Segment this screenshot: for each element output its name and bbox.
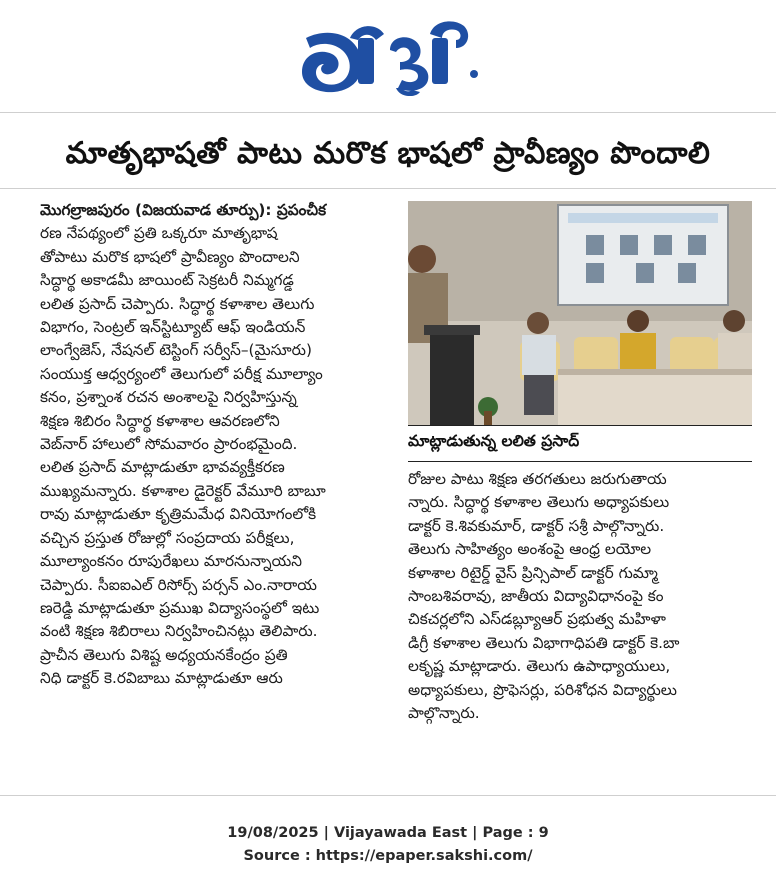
body-line: మూల్యాంకనం రూపురేఖలు మారనున్నాయని	[40, 552, 302, 571]
masthead-divider	[0, 112, 776, 113]
body-line: సాంబశివరావు, జాతీయ విద్యావిధానంపై కం	[408, 587, 664, 606]
body-line: రోజుల పాటు శిక్షణ తరగతులు జరుగుతాయ	[408, 470, 667, 488]
footer-divider	[0, 795, 776, 796]
sakshi-logo	[292, 14, 484, 96]
body-line: శిక్షణ శిబిరం సిద్ధార్థ కళాశాల ఆవరణలోని	[40, 411, 280, 430]
body-line: చెప్పారు. సీఐఐఎల్ రిసోర్స్ పర్సన్ ఎం.నారాయ	[40, 575, 317, 594]
source-link[interactable]: Source : https://epaper.sakshi.com/	[243, 848, 533, 864]
body-line: లలిత ప్రసాద్ మాట్లాడుతూ భావవ్యక్తీకరణ	[40, 458, 285, 477]
body-line: లకృష్ణ మాట్లాడారు. తెలుగు ఉపాధ్యాయులు,	[408, 657, 671, 676]
body-line: పాల్గొన్నారు.	[408, 704, 480, 723]
event-photo-illustration	[408, 201, 752, 425]
body-line: సంయుక్త ఆధ్వర్యంలో తెలుగులో పరీక్ష మూల్యాం	[40, 364, 323, 383]
event-photo	[408, 201, 752, 425]
body-line: ణరెడ్డి మాట్లాడుతూ ప్రముఖ విద్యాసంస్థలో ఇటు	[40, 598, 320, 617]
photo-caption: మాట్లాడుతున్న లలిత ప్రసాద్	[408, 432, 580, 450]
body-line: ముఖ్యమన్నారు. కళాశాల డైరెక్టర్ వేమూరి బాబూ	[40, 481, 326, 500]
body-line: కళాశాల రిటైర్డ్ వైస్ ప్రిన్సిపాల్ డాక్టర్ గుమ్మా	[408, 563, 658, 582]
body-line: ప్రాచీన తెలుగు విశిష్ట అధ్యయనకేంద్రం ప్రతి	[40, 645, 288, 664]
body-line: వంటి శిక్షణ శిబిరాలు నిర్వహించినట్లు తెలిపారు.	[40, 622, 318, 641]
article-body-right	[408, 468, 754, 725]
caption-bottom-rule	[408, 461, 752, 462]
article-headline: మాతృభాషతో పాటు మరొక భాషలో ప్రావీణ్యం పొందాలి	[65, 136, 711, 171]
body-line: సిద్ధార్థ అకాడమీ జాయింట్ సెక్రటరీ నిమ్మగడ్డ	[40, 271, 294, 290]
body-line: డాక్టర్ కె.శివకుమార్, డాక్టర్ సశ్రీ పాల్గొన్నారు.	[408, 516, 665, 535]
body-line: వచ్చిన ప్రస్తుత రోజుల్లో సంప్రదాయ పరీక్షలు,	[40, 528, 295, 547]
body-line: అధ్యాపకులు, ప్రొఫెసర్లు, పరిశోధన విద్యార్థులు	[408, 680, 677, 699]
body-line: లలిత ప్రసాద్ చెప్పారు. సిద్ధార్థ కళాశాల తెలుగు	[40, 294, 315, 313]
body-line: రావు మాట్లాడుతూ కృత్రిమమేధ వినియోగంలోకి	[40, 505, 317, 524]
body-line: తోపాటు మరొక భాషలో ప్రావీణ్యం పొందాలని	[40, 247, 300, 266]
body-line: మొగల్రాజపురం (విజయవాడ తూర్పు): ప్రపంచీక	[40, 201, 327, 219]
body-line: నిధి డాక్టర్ కె.రవిబాబు మాట్లాడుతూ ఆరు	[40, 669, 283, 688]
body-line: న్నారు. సిద్ధార్థ కళాశాల తెలుగు అధ్యాపకులు	[408, 493, 670, 512]
body-line: వెబ్‌నార్ హాలులో సోమవారం ప్రారంభమైంది.	[40, 435, 298, 454]
body-line: తెలుగు సాహిత్యం అంశంపై ఆంధ్ర లయోల	[408, 540, 652, 559]
body-line: డిగ్రీ కళాశాల తెలుగు విభాగాధిపతి డాక్టర్ కె.బా	[408, 633, 680, 652]
body-line: విభాగం, సెంట్రల్ ఇన్‌స్టిట్యూట్ ఆఫ్ ఇండియన్	[40, 318, 306, 337]
body-line: రణ నేపథ్యంలో ప్రతి ఒక్కరూ మాతృభాష	[40, 224, 278, 243]
headline-divider	[0, 188, 776, 189]
body-line: లాంగ్వేజెస్, నేషనల్ టెస్టింగ్ సర్వీస్–(మైసూరు)	[40, 341, 312, 360]
caption-top-rule	[408, 425, 752, 426]
body-line: కనం, ప్రశ్నాంశ రచన అంశాలపై నిర్వహిస్తున్న	[40, 388, 297, 407]
body-line: చికచర్లలోని ఎస్‌డబ్ల్యూఆర్ ప్రభుత్వ మహిళా	[408, 610, 666, 629]
sakshi-logo-artwork	[292, 14, 484, 96]
edition-info: 19/08/2025 | Vijayawada East | Page : 9	[227, 825, 549, 841]
article-body-left	[40, 199, 375, 691]
